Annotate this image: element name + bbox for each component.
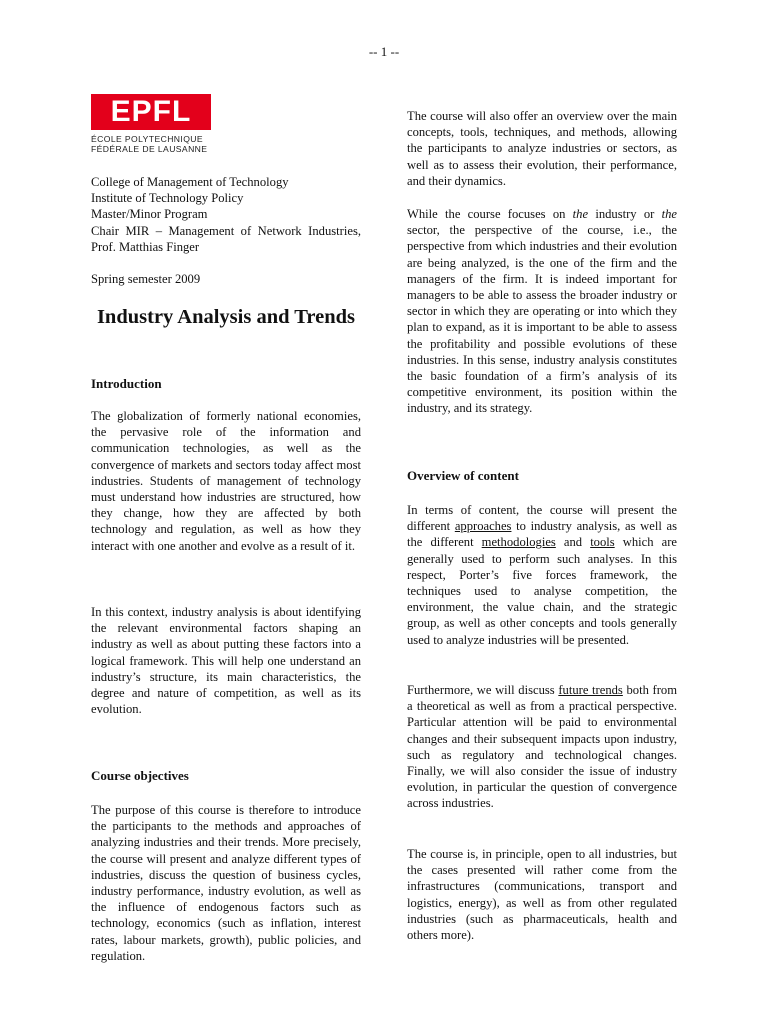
future-trends-underlined: future trends xyxy=(558,683,623,697)
page-number: -- 1 -- xyxy=(368,44,400,59)
overview-paragraph-1 xyxy=(407,502,677,648)
p3-text-a: While the course focuses on xyxy=(407,207,573,221)
affiliation-institute: Institute of Technology Policy xyxy=(91,191,244,206)
overview-paragraph-3: The course is, in principle, open to all industries, but the cases presented will rather come from the infrastructures (communications, transport and logistics, energy), as well as from other regulated industries (such as pharmaceuticals, health and others more). xyxy=(407,847,677,943)
tools-underlined: tools xyxy=(590,535,615,550)
semester: Spring semester 2009 xyxy=(91,272,201,286)
ov1-text-a: In terms of content, the course will present the different xyxy=(407,503,677,534)
affiliation-chair: Chair MIR – Management of Network Industries, Prof. Matthias Finger xyxy=(91,223,361,254)
document-title: Industry Analysis and Trends xyxy=(96,306,356,328)
objectives-paragraph-3 xyxy=(407,206,677,417)
affiliation-college: College of Management of Technology xyxy=(91,175,289,189)
logo-line-1: ÉCOLE POLYTECHNIQUE xyxy=(91,134,204,144)
p3-text-c: sector, the perspective of the course, i.e., the perspective from which industries and their evolution are being analyzed, is the one of the firm and the managers of the firm. It is indeed important for managers to be able to assess the broader industry or sector in which they are operating or into which they plan to expand, as it is important to be able to assess the profitability and possible evolutions of these industries. In this sense, industry analysis constitutes the basic foundation of a firm’s analysis of its competitive environment, its position within the industry, and its strategy. xyxy=(407,223,677,416)
ov1-text-d: which are generally used to perform such analyses. In this respect, Porter’s five forces framework, the techniques used to analyse competition, the environment, the value chain, and the strategic group, as well as other concepts and tools generally used to analyze industries will be presented. xyxy=(407,535,677,647)
logo-line-2: FÉDÉRALE DE LAUSANNE xyxy=(91,144,208,154)
p3-the-1: the xyxy=(572,207,589,221)
ov1-text-b: to industry analysis, as well as the different xyxy=(407,519,677,550)
objectives-paragraph-1: The purpose of this course is therefore to introduce the participants to the methods and approaches of analyzing industries and their trends. More precisely, the course will present and analyze different types of industries, discuss the question of business cycles, industry performance, industry evolution, as well as the influence of endogenous factors such as technology, economics (such as inflation, interest rates, labour markets, growth), public policies, and regulation. xyxy=(91,803,361,963)
introduction-paragraph-1: The globalization of formerly national economies, the pervasive role of the information and communication technologies, as well as the convergence of markets and sectors today affect most industries. Students of management of technology must understand how industries are structured, how they change, how they are affected by both technology and regulation, as well as how they interact with one another and evolve as a result of it. xyxy=(91,409,361,553)
p3-the-2: the xyxy=(661,207,677,221)
ov1-text-c: and xyxy=(555,535,591,550)
objectives-heading: Course objectives xyxy=(91,768,189,783)
introduction-paragraph-2: In this context, industry analysis is about identifying the relevant environmental factors shaping an industry as well as about putting these factors into a logical framework. This will help one understand an industry’s structure, its main characteristics, the degree and nature of competition, as well as its evolution. xyxy=(91,605,361,717)
objectives-paragraph-2: The course will also offer an overview over the main concepts, tools, techniques, and methods, allowing the participants to analyze industries or sectors, as well as to assess their evolution, their performance, and their dynamics. xyxy=(407,109,677,188)
approaches-underlined: approaches xyxy=(454,519,512,534)
p3-text-b: industry or xyxy=(588,207,662,221)
ov2-text-a: Furthermore, we will discuss xyxy=(407,683,559,697)
epfl-logo-mark: EPFL xyxy=(91,94,211,130)
overview-heading: Overview of content xyxy=(407,468,519,483)
overview-paragraph-2 xyxy=(407,682,677,812)
ov2-text-b: both from a theoretical as well as from a practical perspective. Particular attention will be paid to environmental changes and their subsequent impacts upon industry, such as regulatory and technological changes. Finally, we will also consider the issue of industry evolution, in particular the question of convergence across industries. xyxy=(407,683,678,811)
affiliation-program: Master/Minor Program xyxy=(91,207,208,222)
introduction-heading: Introduction xyxy=(91,376,162,391)
affiliation-block xyxy=(91,174,361,255)
methodologies-underlined: methodologies xyxy=(481,535,556,550)
epfl-logo xyxy=(91,94,211,154)
